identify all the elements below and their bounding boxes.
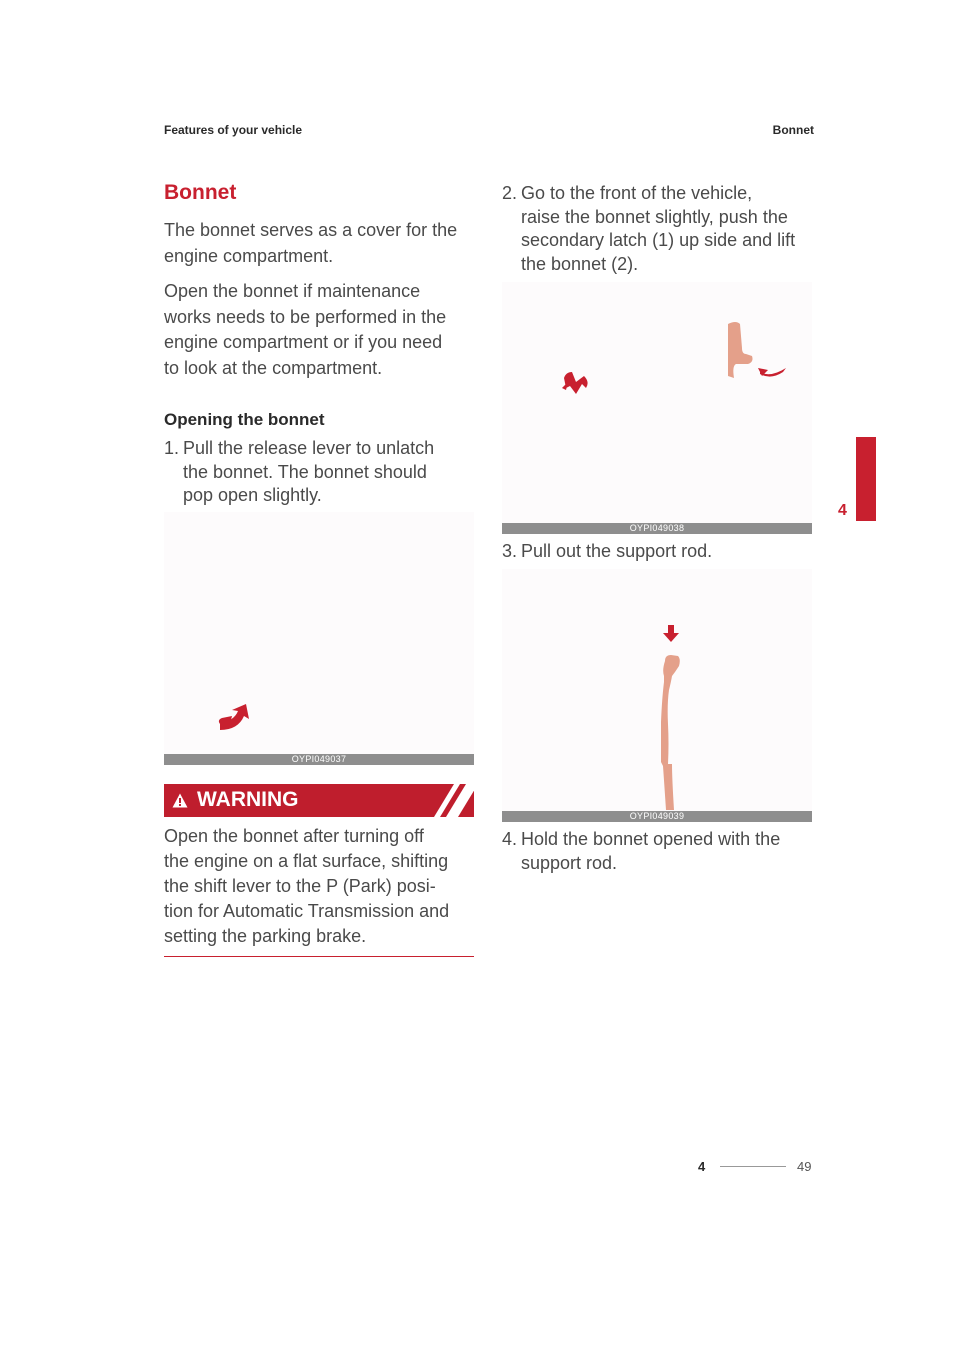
step-line: the bonnet (2).: [521, 253, 639, 274]
intro-paragraph-2: [164, 279, 446, 381]
lift-arrow-icon: [758, 368, 786, 377]
warning-stripes-icon: [414, 784, 474, 817]
figure-release-lever: [164, 512, 474, 754]
footer-page-number: 49: [797, 1159, 812, 1174]
step-line: the bonnet. The bonnet should: [183, 461, 427, 482]
step-line: support rod.: [521, 852, 618, 873]
intro-line: engine compartment or if you need: [164, 332, 443, 352]
warning-text: [164, 824, 449, 949]
support-rod-illustration: [502, 569, 812, 811]
curved-arrow-icon: [164, 512, 474, 754]
intro-line: engine compartment.: [164, 245, 334, 266]
warning-triangle-icon: [172, 793, 188, 808]
page-title: Bonnet: [164, 181, 237, 204]
warning-line: the shift lever to the P (Park) posi-: [164, 876, 436, 896]
curved-arrow-icon: [562, 372, 588, 394]
step-3: [502, 540, 814, 564]
running-header-topic: Bonnet: [772, 123, 814, 137]
step-line: Pull out the support rod.: [521, 541, 713, 561]
intro-line: The bonnet serves as a cover for the: [164, 220, 458, 240]
subheading: Opening the bonnet: [164, 410, 325, 429]
chapter-side-number: 4: [838, 502, 847, 519]
figure-secondary-latch: [502, 282, 812, 523]
step-number: 4.: [502, 829, 518, 849]
step-line: Hold the bonnet opened with the: [521, 829, 781, 849]
step-line: secondary latch (1) up side and lift: [521, 230, 796, 250]
intro-paragraph-1: [164, 218, 457, 269]
step-2: [502, 182, 814, 276]
footer-chapter: 4: [698, 1159, 706, 1174]
latch-handle-icon: [728, 322, 753, 378]
intro-line: to look at the compartment.: [164, 357, 383, 378]
step-number: 1.: [164, 438, 180, 458]
step-line: Go to the front of the vehicle,: [521, 183, 753, 203]
footer-divider: [720, 1166, 786, 1167]
warning-line: the engine on a flat surface, shifting: [164, 851, 449, 871]
down-arrow-icon: [663, 625, 679, 642]
figure-caption: OYPI049037: [164, 754, 474, 765]
intro-line: works needs to be performed in the: [164, 306, 447, 327]
warning-label: WARNING: [197, 788, 299, 811]
intro-line: Open the bonnet if maintenance: [164, 281, 421, 301]
figure-caption: OYPI049038: [502, 523, 812, 534]
warning-banner: [164, 784, 474, 817]
warning-line: setting the parking brake.: [164, 926, 367, 946]
support-rod-icon: [661, 655, 680, 810]
warning-line: Open the bonnet after turning off: [164, 826, 424, 846]
step-line: raise the bonnet slightly, push the: [521, 206, 788, 227]
step-line: Pull the release lever to unlatch: [183, 438, 435, 458]
warning-line: tion for Automatic Transmission and: [164, 901, 450, 921]
figure-support-rod: [502, 569, 812, 811]
running-header-section: Features of your vehicle: [164, 123, 303, 137]
latch-illustration: [502, 282, 812, 523]
chapter-side-tab: [856, 437, 876, 521]
step-4: [502, 828, 814, 875]
step-number: 2.: [502, 183, 518, 203]
step-1: [164, 437, 474, 508]
warning-bottom-rule: [164, 956, 474, 957]
step-line: pop open slightly.: [183, 485, 322, 505]
figure-caption: OYPI049039: [502, 811, 812, 822]
step-number: 3.: [502, 541, 518, 561]
